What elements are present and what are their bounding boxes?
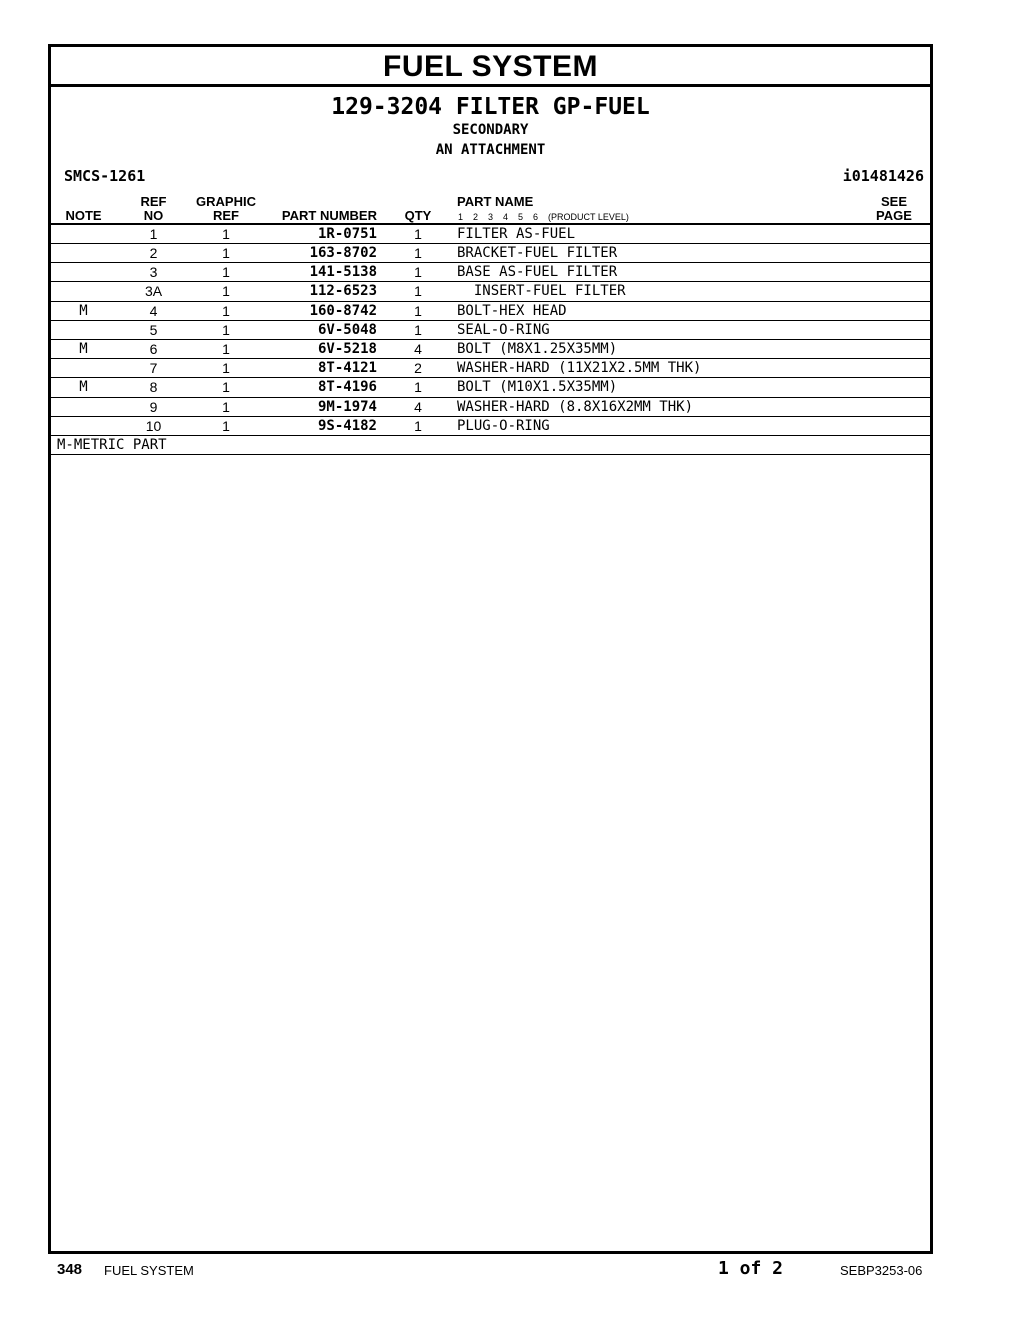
table-row <box>51 339 930 358</box>
row-part-number: 160-8742 <box>309 302 377 319</box>
row-part-name: WASHER-HARD (8.8X16X2MM THK) <box>457 398 694 415</box>
row-part-name: BOLT (M10X1.5X35MM) <box>457 379 618 396</box>
table-row <box>51 281 930 300</box>
table-row <box>51 262 930 281</box>
column-header-graphic-line1: GRAPHIC <box>196 194 256 209</box>
row-ref-no: 10 <box>145 417 162 434</box>
row-part-number: 112-6523 <box>309 283 377 300</box>
row-ref-no: 5 <box>149 321 158 338</box>
row-ref-no: 3 <box>149 264 158 281</box>
table-row <box>51 377 930 396</box>
row-ref-no: 9 <box>149 398 158 415</box>
row-graphic-ref: 1 <box>222 302 230 319</box>
smcs-code: SMCS-1261 <box>64 167 146 185</box>
row-ref-no: 7 <box>149 360 158 377</box>
row-part-name: BOLT-HEX HEAD <box>457 302 567 319</box>
row-qty: 4 <box>414 340 422 357</box>
row-note: M <box>79 340 88 357</box>
row-qty: 1 <box>414 302 422 319</box>
row-part-name: PLUG-O-RING <box>457 417 550 434</box>
column-header-product-levels: 1 2 3 4 5 6 (PRODUCT LEVEL) <box>458 212 629 222</box>
row-note: M <box>79 379 88 396</box>
table-row <box>51 301 930 320</box>
footnote-row <box>51 435 930 455</box>
group-subtitle-secondary: SECONDARY <box>452 122 529 138</box>
column-header-see-page <box>874 195 914 223</box>
row-part-name: INSERT-FUEL FILTER <box>457 283 626 300</box>
table-row <box>51 397 930 416</box>
table-row <box>51 243 930 262</box>
row-graphic-ref: 1 <box>222 379 230 396</box>
column-header-ref-no <box>136 195 171 223</box>
group-subtitle-attachment: AN ATTACHMENT <box>435 142 546 158</box>
table-row <box>51 358 930 377</box>
row-graphic-ref: 1 <box>222 321 230 338</box>
column-header-ref-line2: NO <box>143 208 164 223</box>
page-number: 348 <box>57 1261 83 1278</box>
row-qty: 1 <box>414 321 422 338</box>
row-note: M <box>79 302 88 319</box>
sheet-indicator: 1 of 2 <box>718 1258 784 1279</box>
row-part-name: BRACKET-FUEL FILTER <box>457 245 618 261</box>
group-title: 129-3204 FILTER GP-FUEL <box>331 94 650 120</box>
row-ref-no: 6 <box>149 340 158 357</box>
row-part-number: 9S-4182 <box>317 417 377 434</box>
row-qty: 1 <box>414 226 422 242</box>
column-header-qty: QTY <box>404 208 432 223</box>
table-row <box>51 320 930 339</box>
row-graphic-ref: 1 <box>222 264 230 281</box>
row-ref-no: 3A <box>144 283 163 300</box>
row-ref-no: 4 <box>149 302 158 319</box>
footer-section-name: FUEL SYSTEM <box>104 1263 194 1278</box>
row-qty: 1 <box>414 245 422 261</box>
row-ref-no: 2 <box>149 245 158 261</box>
column-header-part-name: PART NAME <box>457 194 534 209</box>
document-number: SEBP3253-06 <box>840 1263 923 1278</box>
table-row <box>51 223 930 243</box>
row-qty: 1 <box>414 417 422 434</box>
column-header-see-line1: SEE <box>880 194 907 209</box>
row-part-number: 8T-4196 <box>317 379 377 396</box>
section-title: FUEL SYSTEM <box>51 47 930 87</box>
row-graphic-ref: 1 <box>222 417 230 434</box>
row-part-name: SEAL-O-RING <box>457 321 550 338</box>
row-graphic-ref: 1 <box>222 360 230 377</box>
row-part-number: 6V-5048 <box>317 321 377 338</box>
row-part-name: BASE AS-FUEL FILTER <box>457 264 618 281</box>
column-header-part-number: PART NUMBER <box>281 208 377 223</box>
row-qty: 2 <box>414 360 422 377</box>
row-qty: 1 <box>414 379 422 396</box>
metric-part-footnote: M-METRIC PART <box>57 436 167 453</box>
column-header-graphic-line2: REF <box>213 208 239 223</box>
row-part-name: WASHER-HARD (11X21X2.5MM THK) <box>457 360 702 377</box>
parts-page-frame <box>48 44 933 1254</box>
row-graphic-ref: 1 <box>222 283 230 300</box>
row-ref-no: 1 <box>149 226 158 242</box>
illustration-id: i01481426 <box>842 167 924 185</box>
column-header-note: NOTE <box>65 208 102 223</box>
table-row <box>51 416 930 435</box>
row-qty: 1 <box>414 283 422 300</box>
row-graphic-ref: 1 <box>222 245 230 261</box>
row-part-number: 141-5138 <box>309 264 377 281</box>
row-part-number: 6V-5218 <box>317 340 377 357</box>
row-graphic-ref: 1 <box>222 340 230 357</box>
row-part-name: FILTER AS-FUEL <box>457 226 576 242</box>
row-qty: 1 <box>414 264 422 281</box>
row-part-number: 8T-4121 <box>317 360 377 377</box>
row-qty: 4 <box>414 398 422 415</box>
row-part-number: 9M-1974 <box>317 398 377 415</box>
column-header-ref-line1: REF <box>140 194 167 209</box>
column-header-graphic-ref <box>191 195 261 223</box>
column-header-see-line2: PAGE <box>876 208 912 223</box>
row-graphic-ref: 1 <box>222 226 230 242</box>
row-ref-no: 8 <box>149 379 158 396</box>
parts-table <box>51 223 930 455</box>
row-part-number: 1R-0751 <box>317 226 377 242</box>
row-part-name: BOLT (M8X1.25X35MM) <box>457 340 618 357</box>
row-part-number: 163-8702 <box>309 245 377 261</box>
row-graphic-ref: 1 <box>222 398 230 415</box>
